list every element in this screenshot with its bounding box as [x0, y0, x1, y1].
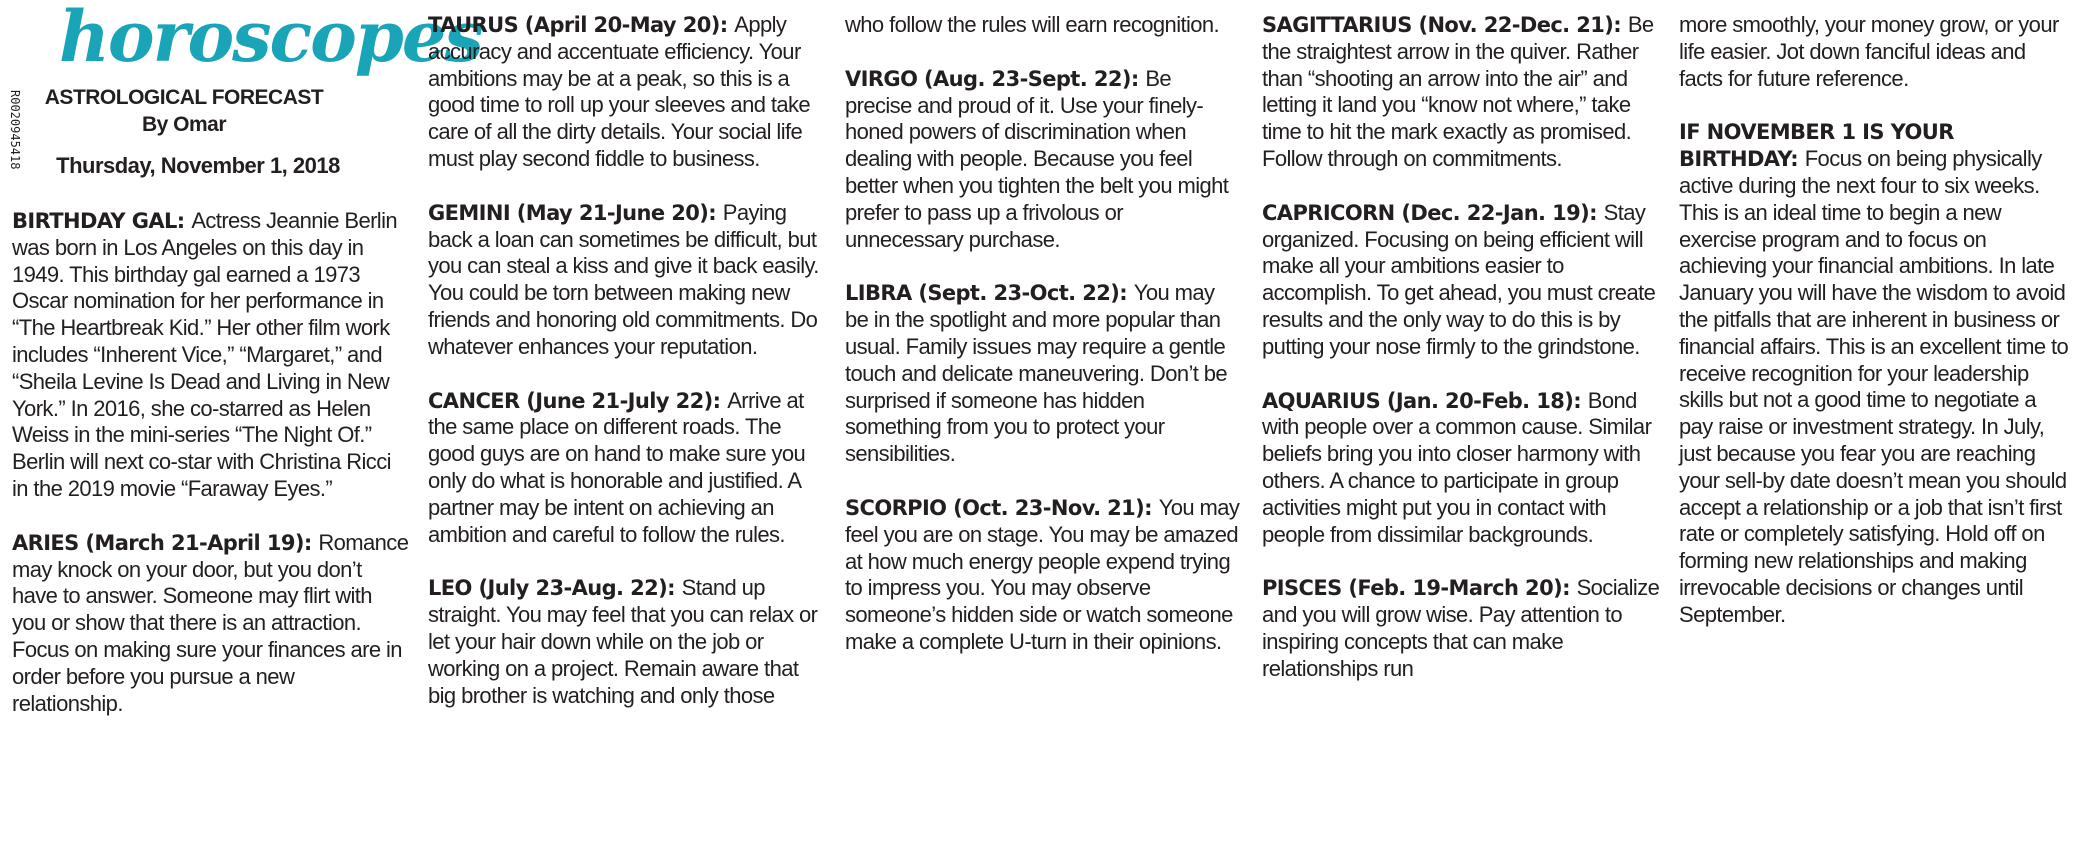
entry-gemini [428, 200, 826, 361]
entry-body: Romance may knock on your door, but you don’t have to answer. Someone may flirt with you or show that there is an attraction. Focus on making sure your finances are in order before you pursue a new relationship. [12, 529, 409, 716]
entry-cancer [428, 388, 826, 549]
entry-heading: LIBRA (Sept. 23-Oct. 22): [845, 281, 1134, 306]
entry-libra [845, 280, 1243, 468]
entry-birthday-forecast [1679, 119, 2071, 628]
entry-birthday-gal [12, 208, 410, 503]
entry-body: Stay organized. Focusing on being efficient will make all your ambitions easier to accomplish. To get ahead, you must create results and the only way to do this is by putting your nose firmly to the grindstone. [1262, 199, 1656, 359]
column-2 [428, 0, 826, 736]
entry-capricorn [1262, 200, 1660, 361]
entry-heading: VIRGO (Aug. 23-Sept. 22): [845, 66, 1146, 91]
entry-body: Paying back a loan can sometimes be difficult, but you can steal a kiss and give it back easily. You could be torn between making new friends and honoring old commitments. Do whatever enhances your reputation. [428, 199, 819, 359]
entry-body: Be the straightest arrow in the quiver. Rather than “shooting an arrow into the air” and letting it land you “know not where,” take time to hit the mark exactly as promised. Follow through on commitments. [1262, 12, 1654, 171]
entry-aries [12, 530, 410, 718]
entry-heading: IF NOVEMBER 1 IS YOUR BIRTHDAY: [1679, 120, 1954, 172]
column-4 [1262, 0, 1660, 710]
entry-heading: BIRTHDAY GAL: [12, 209, 192, 233]
entry-taurus [428, 12, 826, 173]
entry-heading: SAGITTARIUS (Nov. 22-Dec. 21): [1262, 13, 1628, 37]
entry-body: You may be in the spotlight and more popular than usual. Family issues may require a gentle touch and delicate maneuvering. Don’t be surprised if someone has hidden something from you to protect your sensibilities. [845, 280, 1228, 467]
page-title: horoscopes [59, 0, 482, 78]
side-code: R0020945418 [8, 90, 22, 170]
entry-body: Arrive at the same place on different roads. The good guys are on hand to make sure you only do what is honorable and justified. A partner may be intent on achieving an ambition and careful to follow the rules. [428, 387, 806, 547]
entry-heading: ARIES (March 21-April 19): [12, 530, 319, 555]
entry-sagittarius [1262, 12, 1660, 173]
entry-body: You may feel you are on stage. You may be amazed at how much energy people expend trying to impress you. You may observe someone’s hidden side or watch someone make a complete U-turn in their opinions. [845, 494, 1240, 654]
entry-body: Socialize and you will grow wise. Pay attention to inspiring concepts that can make relationships run [1262, 575, 1660, 681]
entry-body: Actress Jeannie Berlin was born in Los Angeles on this day in 1949. This birthday gal earned a 1973 Oscar nomination for her performance in “The Heartbreak Kid.” Her other film work includes “Inherent Vice,” “Margaret,” and “Sheila Levine Is Dead and Living in New York.” In 2016, she co-starred as Helen Weiss in the mini-series “The Night Of.” Berlin will next co-star with Christina Ricci in the 2019 movie “Faraway Eyes.” [12, 208, 398, 501]
entry-heading: LEO (July 23-Aug. 22): [428, 576, 682, 601]
entry-virgo [845, 66, 1243, 254]
entry-scorpio [845, 495, 1243, 656]
entry-heading: TAURUS (April 20-May 20): [428, 13, 735, 37]
entry-heading: GEMINI (May 21-June 20): [428, 200, 723, 225]
byline: By Omar [141, 113, 227, 136]
entry-body: more smoothly, your money grow, or your life easier. Jot down fanciful ideas and facts for future reference. [1679, 12, 2059, 91]
entry-heading: CANCER (June 21-July 22): [428, 388, 728, 413]
entry-heading: AQUARIUS (Jan. 20-Feb. 18): [1262, 388, 1588, 413]
entry-body: Focus on being physically active during the next four to six weeks. This is an ideal time to begin a new exercise program and to focus on achieving your financial ambitions. In late January you will have the wisdom to avoid the pitfalls that are inherent in business or financial affairs. This is an excellent time to receive recognition for your leadership skills but not a good time to negotiate a pay raise or investment strategy. In July, just because you fear you are reaching your sell-by date doesn’t mean you should accept a relationship or a job that isn’t first rate or completely satisfying. Hold off on forming new relationships and making irrevocable decisions or changes until September. [1679, 146, 2069, 627]
masthead [12, 0, 482, 196]
entry-leo-continued [845, 12, 1243, 39]
forecast-subtitle [0, 84, 410, 138]
entry-body: Be precise and proud of it. Use your finely-honed powers of discrimination when dealing with people. Because you feel better when you tighten the belt you might prefer to pass up a frivolous or unnecessary purchase. [845, 65, 1229, 252]
entry-leo [428, 575, 826, 709]
entry-body: Stand up straight. You may feel that you can relax or let your hair down while on the job or working on a project. Remain aware that big brother is watching and only those [428, 575, 818, 708]
forecast-label: ASTROLOGICAL FORECAST [44, 86, 324, 109]
column-3 [845, 0, 1243, 683]
entry-body: who follow the rules will earn recognition. [845, 12, 1220, 37]
entry-body: Apply accuracy and accentuate efficiency. Your ambitions may be at a peak, so this is a good time to roll up your sleeves and take care of all the dirty details. Your social life must play second fiddle to business. [428, 12, 811, 171]
entry-heading: PISCES (Feb. 19-March 20): [1262, 576, 1577, 601]
entry-pisces-continued [1679, 12, 2071, 92]
entry-heading: CAPRICORN (Dec. 22-Jan. 19): [1262, 200, 1604, 225]
entry-heading: SCORPIO (Oct. 23-Nov. 21): [845, 495, 1159, 520]
entry-pisces [1262, 575, 1660, 682]
entry-body: Bond with people over a common cause. Similar beliefs bring you into closer harmony with others. A chance to participate in group activities might put you in contact with people from dissimilar backgrounds. [1262, 387, 1652, 547]
entry-aquarius [1262, 388, 1660, 549]
publication-date: Thursday, November 1, 2018 [56, 153, 340, 178]
column-5 [1679, 0, 2071, 656]
